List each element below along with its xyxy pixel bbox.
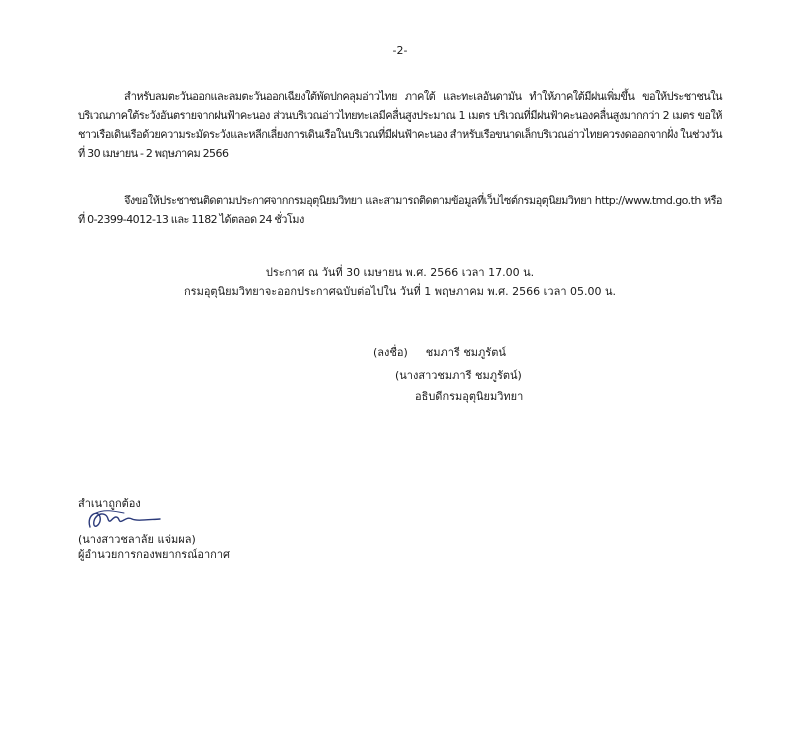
certified-copy-label: สำเนาถูกต้อง xyxy=(78,497,141,510)
signed-line xyxy=(373,343,506,362)
certified-copy-position: ผู้อำนวยการกองพยากรณ์อากาศ xyxy=(78,548,231,561)
signatory-full-name: (นางสาวชมภารี ชมภูรัตน์) xyxy=(395,369,522,382)
weather-warning-paragraph: สำหรับลมตะวันออกและลมตะวันออกเฉียงใต้พัดปกคลุมอ่าวไทย ภาคใต้ และทะเลอันดามัน ทำให้ภาคใต้มีฝนเพิ่มขึ้น ขอให้ประชาชนในบริเวณภาคใต้ระวังอันตรายจากฝนฟ้าคะนอง ส่วนบริเวณอ่าวไทยทะเลมีคลื่นสูงประมาณ 1 เมตร บริเวณที่มีฝนฟ้าคะนองคลื่นสูงมากกว่า 2 เมตร ขอให้ชาวเรือเดินเรือด้วยความระมัดระวังและหลีกเลี่ยงการเดินเรือในบริเวณที่มีฝนฟ้าคะนอง สำหรับเรือขนาดเล็กบริเวณอ่าวไทยควรงดออกจากฝั่ง ในช่วงวันที่ 30 เมษายน - 2 พฤษภาคม 2566 xyxy=(78,90,722,160)
follow-updates-paragraph: จึงขอให้ประชาชนติดตามประกาศจากกรมอุตุนิยมวิทยา และสามารถติดตามข้อมูลที่เว็บไซต์กรมอุตุนิยมวิทยา http://www.tmd.go.th หรือที่ 0-2399-4012-13 และ 1182 ได้ตลอด 24 ชั่วโมง xyxy=(78,194,722,226)
signed-label: (ลงชื่อ) xyxy=(373,346,408,359)
certified-copy-name: (นางสาวชลาลัย แจ่มผล) xyxy=(78,533,196,546)
announcement-next-line: กรมอุตุนิยมวิทยาจะออกประกาศฉบับต่อไปใน วันที่ 1 พฤษภาคม พ.ศ. 2566 เวลา 05.00 น. xyxy=(184,285,616,298)
signatory-position: อธิบดีกรมอุตุนิยมวิทยา xyxy=(415,390,524,403)
page-number: -2- xyxy=(392,44,408,57)
announcement-issued-line: ประกาศ ณ วันที่ 30 เมษายน พ.ศ. 2566 เวลา 17.00 น. xyxy=(265,266,535,279)
signed-name: ชมภารี ชมภูรัตน์ xyxy=(425,346,506,359)
